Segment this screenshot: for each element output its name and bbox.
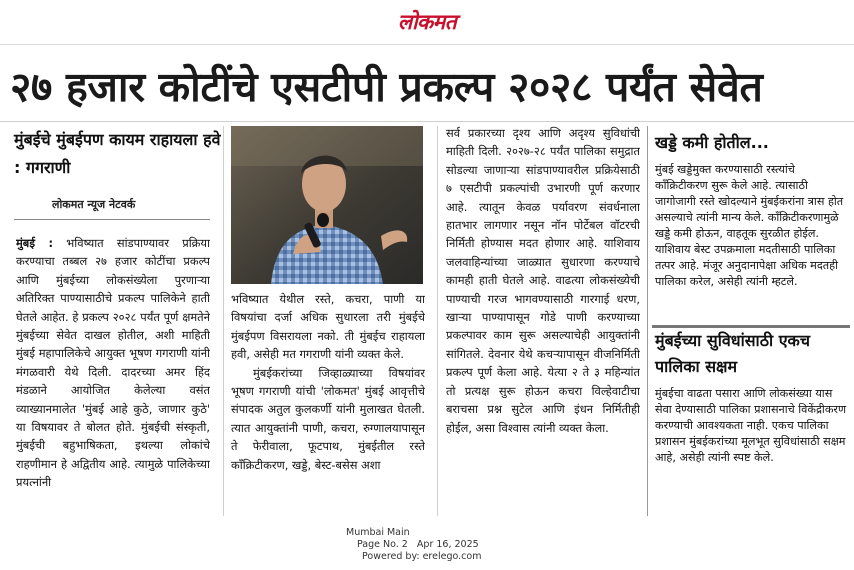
- article-column-1: [16, 234, 210, 510]
- footer-powered-by[interactable]: Powered by: erelego.com: [362, 551, 482, 562]
- headline-rule: [0, 121, 854, 122]
- dateline: मुंबई :: [16, 236, 54, 250]
- article-paragraph: सर्व प्रकारच्या दृश्य आणि अदृश्य सुविधांची माहिती दिली. २०२७-२८ पर्यंत पालिका समुद्रात सोडल्या जाणाऱ्या सांडपाण्यावरील प्रक्रियेसाठी ७ एसटीपी प्रकल्पांची उभारणी पूर्ण करणार आहे. त्यातून केवळ पर्यावरण संवर्धनाला हातभार लागणार नसून नॉन पोर्टेबल वॉटरची निर्मिती होण्यास मदत होणार आहे. याशिवाय जलवाहिन्यांच्या जाळ्यात सुधारणा करण्याचे कामही हाती घेतले आहे. वाढत्या लोकसंख्येची पाण्याची गरज भागवण्यासाठी गारगाई धरण, खाऱ्या पाण्यापासून गोडे पाणी करण्याच्या प्रकल्पावर काम सुरू असल्याचेही आयुक्तांनी सांगितले. देवनार येथे कचऱ्यापासून वीजनिर्मिती प्रकल्प पूर्ण केला आहे. येत्या २ ते ३ महिन्यांत तो प्रत्यक्ष सुरू होऊन कचरा विल्हेवाटीचा बराचसा प्रश्न सुटेल आणि इंधन निर्मितीही होईल, असा विश्वास त्यांनी व्यक्त केला.: [446, 126, 640, 435]
- article-headline: २७ हजार कोटींचे एसटीपी प्रकल्प २०२८ पर्यंत सेवेत: [10, 63, 763, 111]
- article-paragraph: [16, 234, 210, 492]
- byline-rule: [14, 219, 210, 220]
- article-column-3: [446, 124, 640, 510]
- speaker-photo[interactable]: [231, 126, 423, 284]
- article-subhead: मुंबईचे मुंबईपण कायम राहायला हवे : गगराणी: [14, 130, 221, 177]
- article-paragraph: भविष्यात येथील रस्ते, कचरा, पाणी या विषयांचा दर्जा अधिक सुधारला तरी मुंबईचे मुंबईपण विसरायला नको. ती मुंबईच राहायला हवी, असेही मत गगराणी यांनी व्यक्त केले.: [231, 292, 425, 362]
- speaker-photo-image: [231, 126, 423, 284]
- sidebar-box2-text: मुंबईचा वाढता पसारा आणि लोकसंख्या यास सेवा देण्यासाठी पालिका प्रशासनाचे विकेंद्रीकरण करण्याची आवश्यकता नाही. एकच पालिका प्रशासन मुंबईकरांच्या मूलभूत सुविधांसाठी सक्षम आहे, असेही त्यांनी स्पष्ट केले.: [655, 387, 847, 464]
- byline: लोकमत न्यूज नेटवर्क: [52, 198, 136, 211]
- footer-edition: Mumbai Main: [346, 527, 410, 538]
- page-footer: [330, 527, 524, 567]
- lokmat-logo[interactable]: लोकमत: [397, 10, 457, 34]
- article-paragraph: मुंबईकरांच्या जिव्हाळ्याच्या विषयांवर भूषण गगराणी यांची 'लोकमत' मुंबई आवृत्तीचे संपादक अतुल कुलकर्णी यांनी मुलाखत घेतली. त्यात आयुक्तांनी पाणी, कचरा, रुग्णालयापासून ते फेरीवाला, फूटपाथ, मुंबईतील रस्ते काँक्रिटीकरण, खड्डे, बेस्ट-बसेस अशा: [231, 365, 425, 472]
- masthead: [0, 0, 854, 46]
- paragraph-text: भविष्यात सांडपाण्यावर प्रक्रिया करण्याचा तब्बल २७ हजार कोटींचा प्रकल्प आणि मुंबईच्या लोकसंख्येला पुरणाऱ्या अतिरिक्त पाण्यासाठीचे प्रकल्प पालिकेने हाती घेतले आहेत. हे प्रकल्प २०२८ पर्यंत पूर्ण क्षमतेने मुंबईच्या सेवेत दाखल होतील, अशी माहिती मुंबई महापालिकेचे आयुक्त भूषण गगराणी यांनी मंगळवारी येथे दिली. दादरच्या अमर हिंद मंडळाने आयोजित केलेल्या वसंत व्याख्यानमालेत 'मुंबई आहे कुठे, जाणार कुठे' या विषयावर ते बोलत होते. मुंबईची संस्कृती, मुंबईची बहुभाषिकता, इथल्या लोकांचे राहणीमान हे अद्वितीय आहे. त्यामुळे पालिकेच्या प्रयत्नांनी: [16, 236, 210, 490]
- sidebar-box2-heading: मुंबईच्या सुविधांसाठी एकच पालिका सक्षम: [655, 331, 810, 376]
- sidebar-box1-text: मुंबई खड्डेमुक्त करण्यासाठी रस्त्यांचे काँक्रिटीकरण सुरू केले आहे. त्यासाठी जागोजागी रस्ते खोदल्याने मुंबईकरांना त्रास होत असल्याचे त्यांनी मान्य केले. काँक्रिटीकरणामुळे खड्डे कमी होऊन, वाहतूक सुरळीत होईल. याशिवाय बेस्ट उपक्रमाला मदतीसाठी पालिका तत्पर आहे. मंजूर अनुदानापेक्षा अधिक मदतही पालिका करेल, असेही त्यांनी म्हटले.: [655, 163, 844, 288]
- sidebar-divider: [647, 126, 648, 516]
- article-column-2: [231, 290, 425, 510]
- sidebar-box1-heading: खड्डे कमी होतील...: [655, 133, 769, 152]
- masthead-rule: [0, 44, 854, 45]
- column-divider: [437, 126, 438, 516]
- column-divider: [223, 126, 224, 516]
- footer-page-date: Page No. 2 Apr 16, 2025: [357, 539, 479, 550]
